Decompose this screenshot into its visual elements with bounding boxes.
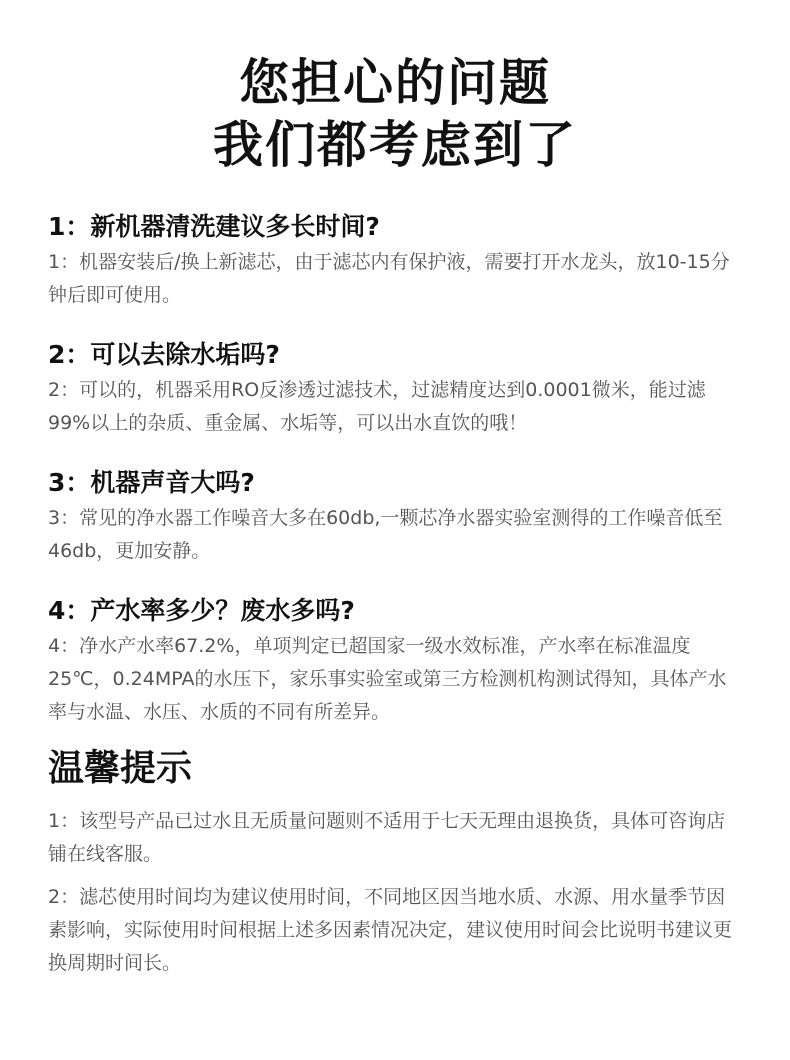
tip-item-1: 1：该型号产品已过水且无质量问题则不适用于七天无理由退换货，具体可咨询店铺在线客服。 xyxy=(48,810,726,865)
faq-item-4 xyxy=(48,594,742,729)
headline-line-2: 我们都考虑到了 xyxy=(213,116,577,174)
faq-item-2 xyxy=(48,338,742,440)
faq-question-3: 3：机器声音大吗? xyxy=(48,468,255,497)
faq-question-4: 4：产水率多少？废水多吗? xyxy=(48,596,355,625)
headline xyxy=(48,0,742,176)
tips-section xyxy=(48,747,742,980)
faq-question-1: 1：新机器清洗建议多长时间? xyxy=(48,212,380,241)
faq-section xyxy=(48,210,742,729)
tip-item-2: 2：滤芯使用时间均为建议使用时间，不同地区因当地水质、水源、用水量季节因素影响，实际使用时间根据上述多因素情况决定，建议使用时间会比说明书建议更换周期时间长。 xyxy=(48,886,733,974)
faq-answer-4: 4：净水产水率67.2%，单项判定已超国家一级水效标准，产水率在标准温度25℃，0.24MPA的水压下，家乐事实验室或第三方检测机构测试得知，具体产水率与水温、水压、水质的不同有所差异。 xyxy=(48,635,727,723)
faq-answer-1: 1：机器安装后/换上新滤芯，由于滤芯内有保护液，需要打开水龙头，放10-15分钟后即可使用。 xyxy=(48,251,730,306)
faq-question-2: 2：可以去除水垢吗? xyxy=(48,340,280,369)
tips-title: 温馨提示 xyxy=(48,748,193,789)
faq-answer-2: 2：可以的，机器采用RO反渗透过滤技术，过滤精度达到0.0001微米，能过滤99%以上的杂质、重金属、水垢等，可以出水直饮的哦！ xyxy=(48,379,706,434)
faq-answer-3: 3：常见的净水器工作噪音大多在60db,一颗芯净水器实验室测得的工作噪音低至46db，更加安静。 xyxy=(48,507,723,562)
headline-line-1: 您担心的问题 xyxy=(239,54,551,112)
faq-item-1 xyxy=(48,210,742,312)
faq-item-3 xyxy=(48,466,742,568)
